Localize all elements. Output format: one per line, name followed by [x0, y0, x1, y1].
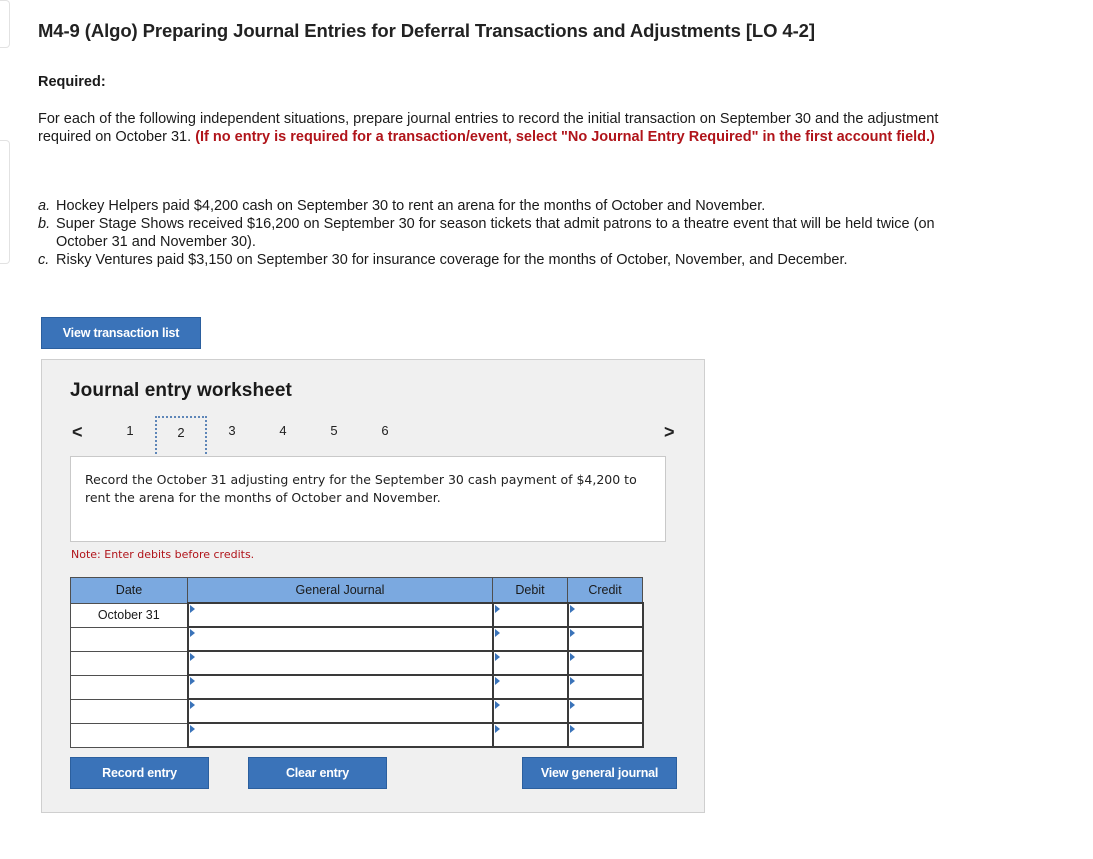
debit-input[interactable] [493, 651, 568, 675]
date-cell: October 31 [71, 603, 188, 627]
side-tab-top [0, 0, 10, 48]
debit-input[interactable] [493, 627, 568, 651]
date-cell [71, 699, 188, 723]
general-journal-header: General Journal [188, 578, 493, 604]
debit-input[interactable] [493, 603, 568, 627]
table-row [71, 627, 643, 651]
situation-letter: b. [38, 216, 51, 232]
table-row [71, 723, 643, 747]
page-tab-2[interactable]: 2 [155, 416, 207, 458]
instructions-note: (If no entry is required for a transaction/event, select "No Journal Entry Required" in the first account field.) [195, 129, 935, 145]
credit-input[interactable] [568, 675, 643, 699]
instructions [38, 110, 968, 146]
page-tab-5[interactable]: 5 [330, 423, 338, 438]
page-title: M4-9 (Algo) Preparing Journal Entries for Deferral Transactions and Adjustments [LO 4-2] [38, 20, 815, 41]
credit-input[interactable] [568, 603, 643, 627]
debit-input[interactable] [493, 723, 568, 747]
view-general-journal-button[interactable]: View general journal [522, 757, 677, 789]
credit-input[interactable] [568, 627, 643, 651]
credit-header: Credit [568, 578, 643, 604]
situation-letter: c. [38, 252, 50, 268]
required-label: Required: [38, 74, 106, 90]
account-input[interactable] [188, 723, 493, 747]
entry-prompt: Record the October 31 adjusting entry for the September 30 cash payment of $4,200 to rent the arena for the months of October and November. [70, 456, 666, 542]
page-tab-4[interactable]: 4 [279, 423, 287, 438]
journal-table [70, 577, 644, 748]
situation-item [38, 197, 968, 215]
situation-item [38, 251, 968, 269]
debits-note: Note: Enter debits before credits. [71, 548, 255, 561]
account-input[interactable] [188, 603, 493, 627]
worksheet-title: Journal entry worksheet [70, 380, 292, 401]
table-row [71, 699, 643, 723]
chevron-left-icon[interactable]: < [72, 422, 83, 442]
table-row [71, 603, 643, 627]
debit-input[interactable] [493, 675, 568, 699]
situations-list [38, 197, 968, 269]
debit-input[interactable] [493, 699, 568, 723]
journal-entry-worksheet [41, 359, 705, 813]
side-tab-middle [0, 140, 10, 264]
chevron-right-icon[interactable]: > [664, 422, 675, 442]
page-tab-6[interactable]: 6 [381, 423, 389, 438]
situation-text: Super Stage Shows received $16,200 on September 30 for season tickets that admit patrons to a theatre event that will be held twice (on October 31 and November 30). [56, 216, 935, 250]
account-input[interactable] [188, 699, 493, 723]
situation-item [38, 215, 968, 251]
date-cell [71, 675, 188, 699]
date-cell [71, 723, 188, 747]
view-transaction-list-button[interactable]: View transaction list [41, 317, 201, 349]
credit-input[interactable] [568, 699, 643, 723]
account-input[interactable] [188, 675, 493, 699]
situation-text: Risky Ventures paid $3,150 on September 30 for insurance coverage for the months of October, November, and December. [56, 252, 848, 268]
table-row [71, 651, 643, 675]
situation-text: Hockey Helpers paid $4,200 cash on September 30 to rent an arena for the months of October and November. [56, 198, 766, 214]
clear-entry-button[interactable]: Clear entry [248, 757, 387, 789]
table-header-row [71, 578, 643, 604]
account-input[interactable] [188, 651, 493, 675]
date-header: Date [71, 578, 188, 604]
page-tab-1[interactable]: 1 [126, 423, 134, 438]
account-input[interactable] [188, 627, 493, 651]
record-entry-button[interactable]: Record entry [70, 757, 209, 789]
table-row [71, 675, 643, 699]
credit-input[interactable] [568, 723, 643, 747]
date-cell [71, 627, 188, 651]
credit-input[interactable] [568, 651, 643, 675]
debit-header: Debit [493, 578, 568, 604]
page-tab-3[interactable]: 3 [228, 423, 236, 438]
situation-letter: a. [38, 198, 51, 214]
instructions-text: For each of the following independent situations, prepare journal entries to record the initial transaction on September 30 and the adjustment required on October 31. [38, 111, 939, 145]
date-cell [71, 651, 188, 675]
